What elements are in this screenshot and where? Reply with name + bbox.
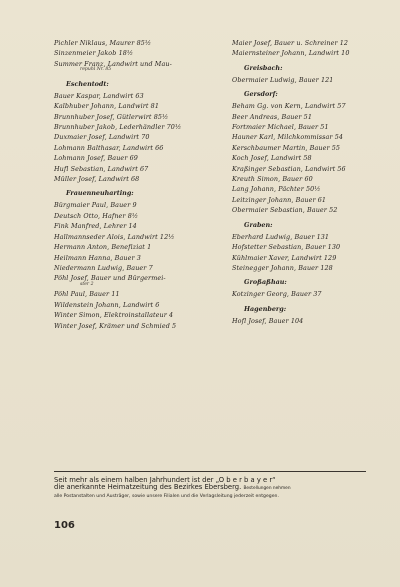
entry-name: Kraßinger Sebastian, Landwirt 56 xyxy=(232,164,346,173)
section-heading: Hagenberg: xyxy=(244,304,287,313)
footer-line-3: alle Postanstalten und Austräger, sowie unsere Filialen und die Verlagsleitung jederzeit entgegen. xyxy=(54,494,279,500)
section-heading: Gersdorf: xyxy=(244,90,278,99)
entry-name: Kalbhuber Johann, Landwirt 81 xyxy=(54,102,160,111)
section-heading: Frauenneuharting: xyxy=(66,189,134,198)
entry-name: Hofl Josef, Bauer 104 xyxy=(232,316,304,325)
directory-entry xyxy=(232,40,394,46)
entry-name: Lohmann Josef, Bauer 69 xyxy=(54,154,138,163)
entry-name: Pichler Niklaus, Maurer 85½ xyxy=(54,39,152,47)
entry-name: Wildenstein Johann, Landwirt 6 xyxy=(54,300,160,309)
directory-entry xyxy=(232,176,394,182)
entry-name: Maiernsteiner Johann, Landwirt 10 xyxy=(232,49,350,58)
entry-name: Eberhard Ludwig, Bauer 131 xyxy=(232,232,330,241)
directory-entry xyxy=(232,145,394,151)
directory-entry xyxy=(232,114,394,120)
directory-entry xyxy=(54,312,216,318)
entry-name: Lohmann Balthasar, Landwirt 66 xyxy=(54,143,164,152)
section-heading: Greisbach: xyxy=(244,63,283,72)
directory-entry xyxy=(54,255,216,261)
entry-name: Duxmaier Josef, Landwirt 70 xyxy=(54,133,150,142)
entry-name: Hofstetter Sebastian, Bauer 130 xyxy=(232,243,341,252)
section-heading: Eschentodt: xyxy=(66,79,109,88)
entry-name: Hermann Anton, Benefiziat 1 xyxy=(54,243,152,252)
directory-entry xyxy=(54,275,216,287)
section-heading: Großaßhau: xyxy=(244,278,287,287)
right-column xyxy=(232,40,394,328)
entry-name: Hauner Karl, Milchkommissar 54 xyxy=(232,133,344,142)
directory-entry xyxy=(54,50,216,56)
entry-name: Lang Johann, Pächter 50½ xyxy=(232,185,321,194)
directory-entry xyxy=(232,50,394,56)
directory-entry xyxy=(54,265,216,271)
footer-line-2-main: die anerkannte Heimatzeitung des Bezirkes Ebersberg. xyxy=(54,483,242,492)
directory-entry xyxy=(54,114,216,120)
entry-name: Steinegger Johann, Bauer 128 xyxy=(232,263,333,272)
directory-entry xyxy=(54,234,216,240)
directory-entry xyxy=(232,318,394,324)
directory-entry xyxy=(54,176,216,182)
directory-entry xyxy=(232,103,394,109)
directory-entry xyxy=(54,166,216,172)
entry-name: Sinzenmeier Jakob 18½ xyxy=(54,49,134,58)
entry-name: Hufl Sebastian, Landwirt 67 xyxy=(54,164,149,173)
entry-name: Kotzinger Georg, Bauer 37 xyxy=(232,290,322,299)
entry-name: Beham Gg. von Kern, Landwirt 57 xyxy=(232,102,346,111)
directory-entry xyxy=(54,103,216,109)
directory-entry xyxy=(54,93,216,99)
directory-entry xyxy=(232,265,394,271)
entry-name: Winter Josef, Krämer und Schmied 5 xyxy=(54,321,177,330)
directory-entry xyxy=(232,244,394,250)
entry-name: Brunnhuber Jakob, Lederhändler 70½ xyxy=(54,123,182,132)
directory-entry xyxy=(54,61,216,73)
directory-entry xyxy=(54,323,216,329)
entry-name: Pöhl Josef, Bauer und Bürgermei- xyxy=(54,274,166,283)
directory-entry xyxy=(54,202,216,208)
page-number: 106 xyxy=(54,520,75,531)
entry-name: Müller Josef, Landwirt 68 xyxy=(54,175,140,184)
entry-name: Obermaier Sebastian, Bauer 52 xyxy=(232,206,338,215)
directory-entry xyxy=(54,155,216,161)
entry-name: Heilmann Hanna, Bauer 3 xyxy=(54,253,141,262)
directory-entry xyxy=(232,207,394,213)
directory-entry xyxy=(232,134,394,140)
entry-continuation: repuhl Nr. 85 xyxy=(80,67,112,73)
footer-line-2-small: Bestellungen nehmen xyxy=(243,486,291,492)
entry-name: Maier Josef, Bauer u. Schreiner 12 xyxy=(232,39,349,47)
directory-entry xyxy=(54,291,216,297)
section-heading: Graben: xyxy=(244,220,273,229)
footer-advertisement xyxy=(54,477,366,499)
directory-entry xyxy=(232,234,394,240)
footer-line-1: Seit mehr als einem halben Jahrhundert ist der „O b e r b a y e r“ xyxy=(54,476,276,484)
entry-name: Kühlmaier Xaver, Landwirt 129 xyxy=(232,253,337,262)
directory-entry xyxy=(54,302,216,308)
entry-name: Obermaier Ludwig, Bauer 121 xyxy=(232,75,334,84)
entry-name: Fortmaier Michael, Bauer 51 xyxy=(232,123,329,132)
entry-name: Pöhl Paul, Bauer 11 xyxy=(54,290,120,299)
entry-name: Beer Andreas, Bauer 51 xyxy=(232,112,312,121)
directory-entry xyxy=(54,213,216,219)
directory-entry xyxy=(54,134,216,140)
entry-name: Fink Manfred, Lehrer 14 xyxy=(54,222,137,231)
directory-entry xyxy=(232,155,394,161)
left-column xyxy=(54,40,216,333)
entry-name: Bürgmaier Paul, Bauer 9 xyxy=(54,201,137,210)
directory-entry xyxy=(232,124,394,130)
directory-entry xyxy=(232,166,394,172)
entry-name: Koch Josef, Landwirt 58 xyxy=(232,154,312,163)
directory-entry xyxy=(54,145,216,151)
entry-name: Brunnhuber Josef, Gütlerwirt 85½ xyxy=(54,112,169,121)
entry-name: Winter Simon, Elektroinstallateur 4 xyxy=(54,311,174,320)
directory-entry xyxy=(232,197,394,203)
directory-entry xyxy=(232,186,394,192)
entry-name: Summer Franz, Landwirt und Mau- xyxy=(54,59,172,68)
entry-name: Hallmannseder Alois, Landwirt 12½ xyxy=(54,232,175,241)
directory-entry xyxy=(54,244,216,250)
directory-entry xyxy=(232,77,394,83)
entry-name: Kerschbaumer Martin, Bauer 55 xyxy=(232,143,341,152)
directory-entry xyxy=(232,255,394,261)
entry-name: Bauer Kaspar, Landwirt 63 xyxy=(54,91,144,100)
directory-entry xyxy=(232,291,394,297)
footer-line-2 xyxy=(54,484,366,492)
directory-entry xyxy=(54,124,216,130)
entry-continuation: ster 2 xyxy=(80,281,94,287)
entry-name: Leitzinger Johann, Bauer 61 xyxy=(232,195,327,204)
entry-name: Deutsch Otto, Hafner 8½ xyxy=(54,211,139,220)
entry-name: Niedermann Ludwig, Bauer 7 xyxy=(54,263,153,272)
entry-name: Kreuth Simon, Bauer 60 xyxy=(232,175,313,184)
directory-entry xyxy=(54,40,216,46)
directory-entry xyxy=(54,223,216,229)
footer-divider xyxy=(54,471,366,472)
